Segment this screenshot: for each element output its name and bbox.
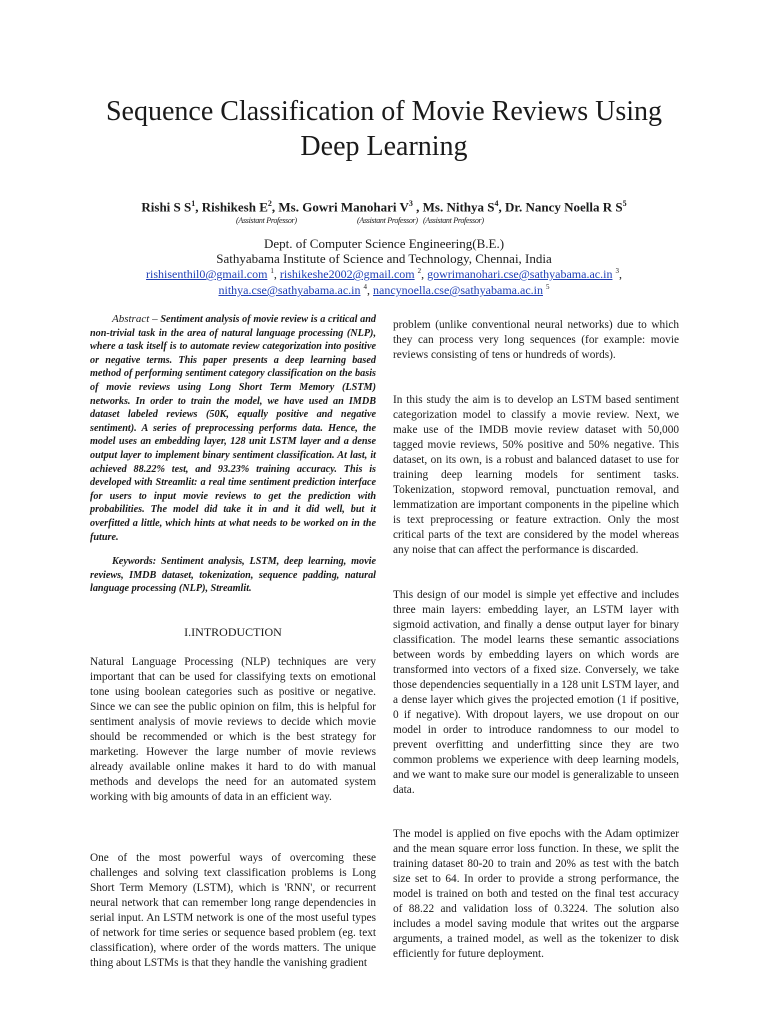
email-sup: 1 <box>270 267 274 275</box>
author-sup: 3 <box>408 199 413 208</box>
title-line-2: Deep Learning <box>300 131 468 162</box>
author-sup: 1 <box>191 199 196 208</box>
department: Dept. of Computer Science Engineering(B.E.) <box>263 236 505 251</box>
email-sup: 2 <box>417 267 422 275</box>
author-name: Ms. Gowri Manohari V <box>278 199 409 215</box>
body-paragraph: The model is applied on five epochs with the Adam optimizer and the mean square error loss function. In these, we split the training dataset 80-20 to train and 20% as test with the batch size set to 64. In order to provide a strong performance, the model is trained on both and tested on the final test accuracy of 88.22 and validation loss of 0.3224. The solution also includes a model saving module that writes out the argparse arguments, a trained model, as well as the tokenizer to disk efficiently for future deployment. <box>393 828 679 960</box>
email-line-1: rishisenthil0@gmail.com $^1$, rishikeshe2002@gmail.com $^2$, gowrimanohari.cse@sathyabama.ac.in $^3$, <box>146 267 622 281</box>
section-heading: I.INTRODUCTION <box>184 625 282 639</box>
body-paragraph: This design of our model is simple yet effective and includes three main layers: embedding layer, an LSTM layer with sigmoid activation, and finally a dense output layer for binary classification. The model learns these semantic associations between words by embedding layers on which words are transformed into vectors of a fixed size. Conversely, we take those dependencies sequentially in a 128 unit LSTM layer, and a dense layer which gives the projected emotion (1 if positive, 0 if negative). With dropout layers, we use dropout on our model in order to introduce randomness to our model to prevent overfitting and underfitting since they are two common problems we experience with deep learning models, and we want to make sure our model is generalizable to unseen data. <box>393 589 679 796</box>
author-name: Rishi S S <box>141 199 192 215</box>
paper-title <box>40 94 728 164</box>
author-name: Dr. Nancy Noella R S <box>505 199 623 215</box>
email-sup: 5 <box>545 283 550 291</box>
author-sup: 4 <box>494 199 499 208</box>
abstract-label: Abstract – <box>112 313 158 325</box>
email-sup: 4 <box>363 283 367 291</box>
email-sup: 3 <box>615 267 619 275</box>
abstract-text: Sentiment analysis of movie review is a critical and non-trivial task in the area of natural language processing (NLP), where a task itself is to automate review categorization into positive or negative terms. This paper presents a deep learning based method of performing sentiment category classification on the basis of movie reviews using Long Short Term Memory (LSTM) networks. In order to train the model, we have used an IMDB dataset labeled reviews (50K, equally positive and negative sentiment). A series of preprocessing performs data. Hence, the model uses an embedding layer, 128 unit LSTM layer and a dense output layer to implement binary sentiment classification. At last, it achieved 88.22% test, and 93.23% training accuracy. This is developed with Streamlit: a real time sentiment prediction interface for users to input movie reviews to get the prediction with probabilities. The model did take it in and it did well, but it overfitted a little, which hints at what needs to be worked on in the future. <box>90 314 377 543</box>
email-link[interactable]: nithya.cse@sathyabama.ac.in <box>218 283 361 297</box>
author-role: (Assistant Professor) <box>423 216 484 225</box>
author-role: (Assistant Professor) <box>357 216 418 225</box>
author-sup: 2 <box>267 199 272 208</box>
author-name: Ms. Nithya S <box>422 199 495 215</box>
author-name: Rishikesh E <box>201 199 268 215</box>
author-role: (Assistant Professor) <box>236 216 297 225</box>
body-paragraph: problem (unlike conventional neural networks) due to which they can process very long sequences (for example: movie reviews consisting of tens or hundreds of words). <box>393 319 679 361</box>
email-link[interactable]: nancynoella.cse@sathyabama.ac.in <box>373 283 543 297</box>
email-link[interactable]: rishikeshe2002@gmail.com <box>279 267 415 281</box>
email-link[interactable]: rishisenthil0@gmail.com <box>146 267 268 281</box>
author-list: Rishi S $S^1$, Rishikesh $E^2$, Ms. Gowri Manohari $V^3$ , Ms. Nithya $S^4$, Dr. Nancy Noella R $S^5$ <box>141 199 627 215</box>
email-link[interactable]: gowrimanohari.cse@sathyabama.ac.in <box>427 267 613 281</box>
email-line-2: nithya.cse@sathyabama.ac.in $^4$, nancynoella.cse@sathyabama.ac.in $^5$ <box>218 283 550 297</box>
abstract <box>90 313 376 544</box>
intro-paragraph: One of the most powerful ways of overcoming these challenges and solving text classification problems is Long Short Term Memory (LSTM), which is 'RNN', or recurrent neural network that can remember long range dependencies in serial input. An LSTM network is one of the most useful types of network for time series or sequence based problem (eg. text classification), where order of the words matters. The unique thing about LSTMs is that they handle the vanishing gradient <box>90 852 376 969</box>
intro-paragraph: Natural Language Processing (NLP) techniques are very important that can be used for classifying texts on emotional tone using boolean categories such as positive or negative. Since we can see the public opinion on film, this is helpful for sentiment analysis of movie reviews to decide which movie should be recommended or which is the best strategy for marketing. However the large number of movie reviews already available online makes it hard to do with manual methods and develops the need for an automated system working with big amounts of data in an efficient way. <box>90 656 376 803</box>
title-line-1: Sequence Classification of Movie Reviews Using <box>105 96 662 127</box>
author-sup: 5 <box>622 199 627 208</box>
body-paragraph: In this study the aim is to develop an LSTM based sentiment categorization model to classify a movie review. Next, we make use of the IMDB movie review dataset with 50,000 tagged movie reviews, 50% positive and 50% negative. This dataset, on its own, is a robust and balanced dataset to use for training deep learning models for sentiment tasks. Tokenization, stopword removal, punctuation removal, and lemmatization are important components in the pipeline which is text preprocessing or feature extraction. Only the most critical parts of the text are considered by the model whereas any noise that can affect the performance is discarded. <box>393 394 679 556</box>
keywords: Keywords: Sentiment analysis, LSTM, deep learning, movie reviews, IMDB dataset, tokenization, sequence padding, natural language processing (NLP), Streamlit. <box>90 556 376 595</box>
institute: Sathyabama Institute of Science and Technology, Chennai, India <box>216 251 552 266</box>
